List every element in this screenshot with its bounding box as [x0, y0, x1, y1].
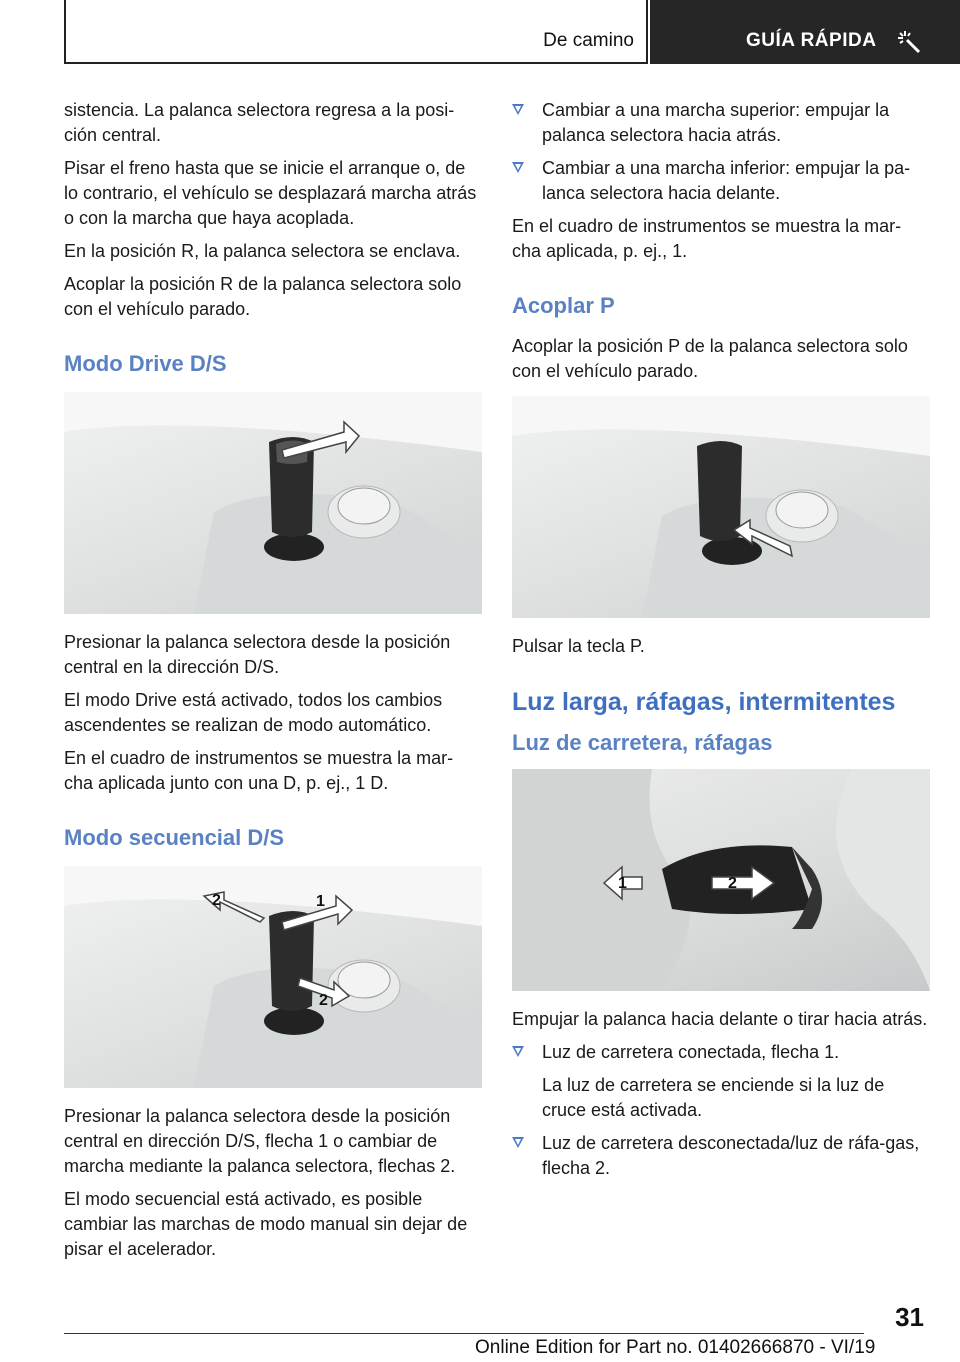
bullet-triangle-icon [512, 1137, 524, 1148]
gear-selector-illustration-park [512, 396, 930, 618]
paragraph: En el cuadro de instrumentos se muestra la mar-cha aplicada, p. ej., 1. [512, 216, 902, 261]
arrow-label: 2 [319, 992, 328, 1009]
paragraph: La luz de carretera se enciende si la luz de cruce está activada. [542, 1075, 885, 1120]
heading-drive-mode: Modo Drive D/S [64, 351, 227, 376]
paragraph: El modo secuencial está activado, es posible cambiar las marchas de modo manual sin dejar de pisar el acelerador. [64, 1189, 468, 1259]
header-guide-box [650, 0, 960, 64]
arrow-label: 2 [212, 892, 221, 909]
magic-wand-icon [897, 30, 923, 54]
right-column [512, 98, 930, 1189]
paragraph: Acoplar la posición P de la palanca selectora solo con el vehículo parado. [512, 336, 908, 381]
paragraph: Pulsar la tecla P. [512, 636, 645, 656]
list-item: Cambiar a una marcha inferior: empujar la pa-lanca selectora hacia delante. [512, 156, 930, 206]
heading-lights: Luz larga, ráfagas, intermitentes [512, 688, 896, 716]
paragraph: Empujar la palanca hacia delante o tirar hacia atrás. [512, 1009, 928, 1029]
paragraph: El modo Drive está activado, todos los cambios ascendentes se realizan de modo automático. [64, 690, 443, 735]
heading-high-beam: Luz de carretera, ráfagas [512, 730, 773, 755]
footer-divider [64, 1333, 864, 1334]
list-item: Luz de carretera desconectada/luz de ráfa-gas, flecha 2. [512, 1131, 930, 1181]
heading-engage-p: Acoplar P [512, 293, 615, 318]
paragraph: Presionar la palanca selectora desde la posición central en dirección D/S, flecha 1 o cambiar de marcha mediante la palanca selectora, flechas 2. [64, 1106, 456, 1176]
header-guide-title: GUÍA RÁPIDA [746, 30, 877, 51]
bullet-triangle-icon [512, 1046, 524, 1057]
header-section-box [64, 0, 648, 64]
gear-selector-illustration-drive [64, 392, 482, 614]
gear-selector-illustration-sequential [64, 866, 482, 1088]
paragraph: sistencia. La palanca selectora regresa a la posi-ción central. [64, 100, 455, 145]
paragraph: Presionar la palanca selectora desde la posición central en la dirección D/S. [64, 632, 451, 677]
page-number: 31 [895, 1302, 924, 1332]
arrow-label: 1 [316, 893, 325, 910]
bullet-triangle-icon [512, 162, 524, 173]
left-column [64, 98, 482, 1270]
high-beam-stalk-illustration [512, 769, 930, 991]
paragraph: En la posición R, la palanca selectora se enclava. [64, 241, 461, 261]
paragraph: Acoplar la posición R de la palanca selectora solo con el vehículo parado. [64, 274, 462, 319]
heading-sequential-mode: Modo secuencial D/S [64, 825, 285, 850]
paragraph: En el cuadro de instrumentos se muestra la mar-cha aplicada junto con una D, p. ej., 1 D. [64, 748, 454, 793]
bullet-triangle-icon [512, 104, 524, 115]
footer-edition: Online Edition for Part no. 01402666870 - VI/19 [475, 1337, 876, 1358]
arrow-label: 2 [728, 875, 737, 892]
arrow-label: 1 [618, 875, 627, 892]
list-item: Cambiar a una marcha superior: empujar la palanca selectora hacia atrás. [512, 98, 930, 148]
paragraph: Pisar el freno hasta que se inicie el arranque o, de lo contrario, el vehículo se desplazará marcha atrás o con la marcha que haya acoplada. [64, 158, 477, 228]
list-item: Luz de carretera conectada, flecha 1. [512, 1040, 930, 1065]
header-section-title: De camino [543, 30, 634, 51]
